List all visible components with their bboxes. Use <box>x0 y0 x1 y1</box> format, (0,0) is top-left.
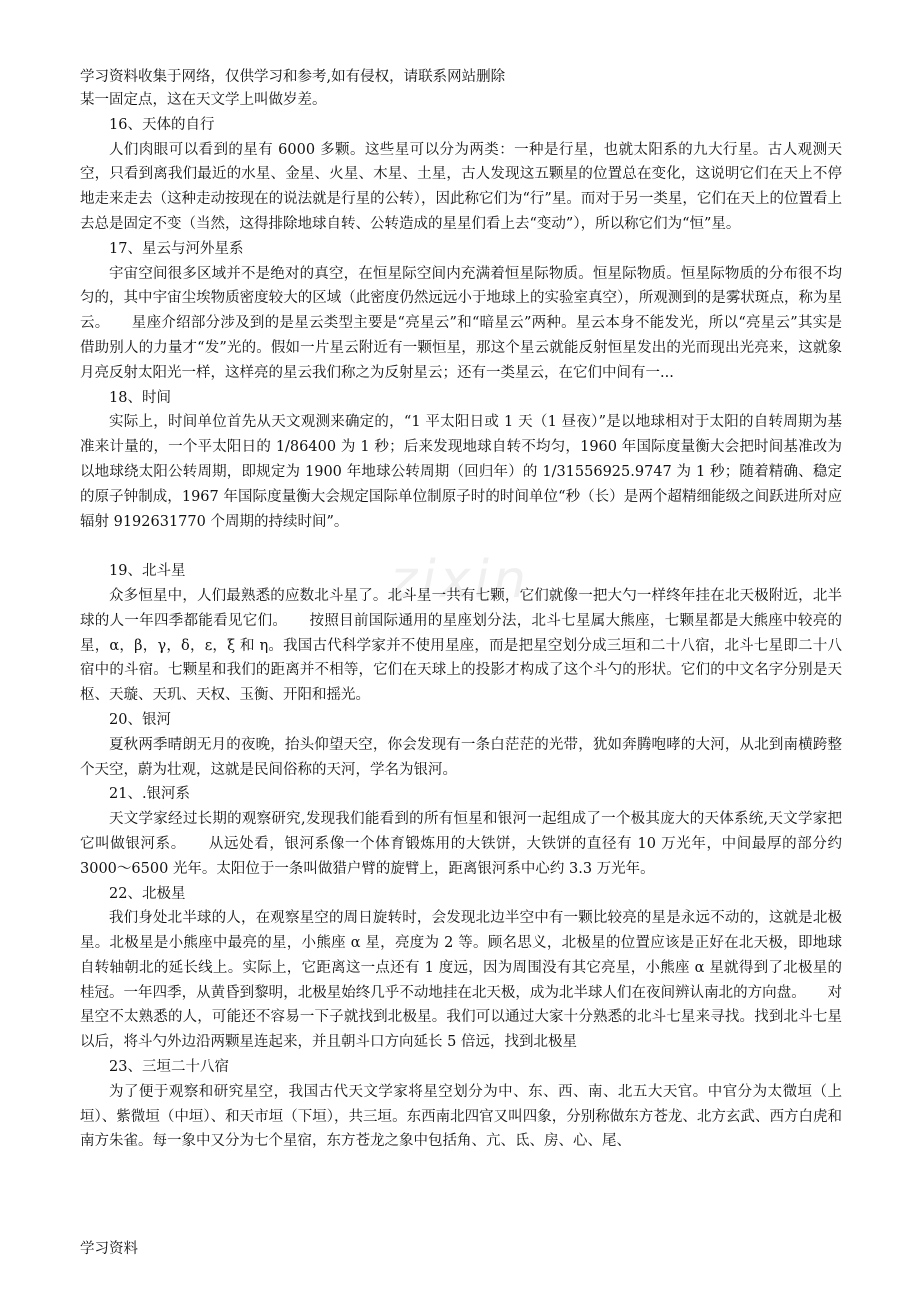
section-paragraph: 夏秋两季晴朗无月的夜晚，抬头仰望天空，你会发现有一条白茫茫的光带，犹如奔腾咆哮的大河，从北到南横跨整个天空，蔚为壮观，这就是民间俗称的天河，学名为银河。 <box>80 736 842 778</box>
section-heading: 23、三垣二十八宿 <box>109 1059 229 1076</box>
header-note: 学习资料收集于网络，仅供学习和参考,如有侵权，请联系网站删除 <box>80 69 506 85</box>
blank-line <box>80 534 842 559</box>
section-heading: 19、北斗星 <box>109 563 186 580</box>
section-paragraph: 众多恒星中，人们最熟悉的应数北斗星了。北斗星一共有七颗，它们就像一把大勺一样终年挂在北天极附近，北半球的人一年四季都能看见它们。 按照目前国际通用的星座划分法，北斗七星属大熊座，七颗星都是大熊座中较亮的星，α，β，γ，δ，ε，ξ 和 η。我国古代科学家并不使用星座，而是把星空划分成三垣和二十八宿，北斗七星即二十八宿中的斗宿。七颗星和我们的距离并不相等，它们在天球上的投影才构成了这个斗勺的形状。它们的中文名字分别是天枢、天璇、天玑、天权、玉衡、开阳和摇光。 <box>80 587 842 704</box>
section-paragraph: 实际上，时间单位首先从天文观测来确定的，“1 平太阳日或 1 天（1 昼夜）”是以地球相对于太阳的自转周期为基准来计量的，一个平太阳日的 1/86400 为 1 秒；后来发现地球自转不均匀，1960 年国际度量衡大会把时间基准改为以地球绕太阳公转周期，即规定为 1900 年地球公转周期（回归年）的 1/31556925.9747 为 1 秒；随着精确、稳定的原子钟制成，1967 年国际度量衡大会规定国际单位制原子时的时间单位“秒（长）是两个超精细能级之间跃进所对应辐射 9192631770 个周期的持续时间”。 <box>80 414 842 530</box>
section-heading: 21、.银河系 <box>109 786 191 803</box>
section-paragraph: 我们身处北半球的人，在观察星空的周日旋转时，会发现北边半空中有一颗比较亮的星是永远不动的，这就是北极星。北极星是小熊座中最亮的星，小熊座 α 星，亮度为 2 等。顾名思义，北极星的位置应该是正好在北天极，即地球自转轴朝北的延长线上。实际上，它距离这一点还有 1 度远，因为周围没有其它亮星，小熊座 α 星就得到了北极星的桂冠。一年四季，从黄昏到黎明，北极星始终几乎不动地挂在北天极，成为北半球人们在夜间辨认南北的方向盘。 对星空不太熟悉的人，可能还不容易一下子就找到北极星。我们可以通过大家十分熟悉的北斗七星来寻找。找到北斗七星以后，将斗勺外边沿两颗星连起来，并且朝斗口方向延长 5 倍远，找到北极星 <box>80 910 842 1051</box>
section-heading: 17、星云与河外星系 <box>109 240 244 257</box>
section-paragraph: 为了便于观察和研究星空，我国古代天文学家将星空划分为中、东、西、南、北五大天官。中官分为太微垣（上垣）、紫微垣（中垣）、和天市垣（下垣），共三垣。东西南北四官又叫四象，分别称做东方苍龙、北方玄武、西方白虎和南方朱雀。每一象中又分为七个星宿，东方苍龙之象中包括角、亢、氐、房、心、尾、 <box>80 1083 842 1150</box>
document-body <box>80 88 842 1154</box>
footer-note: 学习资料 <box>80 1241 138 1257</box>
section-heading: 18、时间 <box>109 389 171 406</box>
section-heading: 20、银河 <box>109 711 171 728</box>
intro-line: 某一固定点，这在天文学上叫做岁差。 <box>80 92 327 108</box>
section-paragraph: 宇宙空间很多区域并不是绝对的真空，在恒星际空间内充满着恒星际物质。恒星际物质。恒星际物质的分布很不均匀的，其中宇宙尘埃物质密度较大的区域（此密度仍然远远小于地球上的实验室真空），所观测到的是雾状斑点，称为星云。 星座介绍部分涉及到的是星云类型主要是“亮星云”和“暗星云”两种。星云本身不能发光，所以“亮星云”其实是借助别人的力量才“发”光的。假如一片星云附近有一颗恒星，那这个星云就能反射恒星发出的光而现出光亮来，这就象月亮反射太阳光一样，这样亮的星云我们称之为反射星云；还有一类星云，在它们中间有一... <box>80 265 842 381</box>
watermark: zixin <box>390 550 530 610</box>
section-paragraph: 人们肉眼可以看到的星有 6000 多颗。这些星可以分为两类：一种是行星，也就太阳系的九大行星。古人观测天空，只看到离我们最近的水星、金星、火星、木星、土星，古人发现这五颗星的位置总在变化，这说明它们在天上不停地走来走去（这种走动按现在的说法就是行星的公转），因此称它们为“行”星。而对于另一类星，它们在天上的位置看上去总是固定不变（当然，这得排除地球自转、公转造成的星星们看上去“变动”），所以称它们为“恒”星。 <box>80 141 842 232</box>
section-paragraph: 天文学家经过长期的观察研究,发现我们能看到的所有恒星和银河一起组成了一个极其庞大的天体系统,天文学家把它叫做银河系。 从远处看，银河系像一个体育锻炼用的大铁饼，大铁饼的直径有 10 万光年，中间最厚的部分约 3000～6500 光年。太阳位于一条叫做猎户臂的旋臂上，距离银河系中心约 3.3 万光年。 <box>80 811 842 877</box>
section-heading: 22、北极星 <box>109 885 186 902</box>
section-heading: 16、天体的自行 <box>109 116 215 133</box>
